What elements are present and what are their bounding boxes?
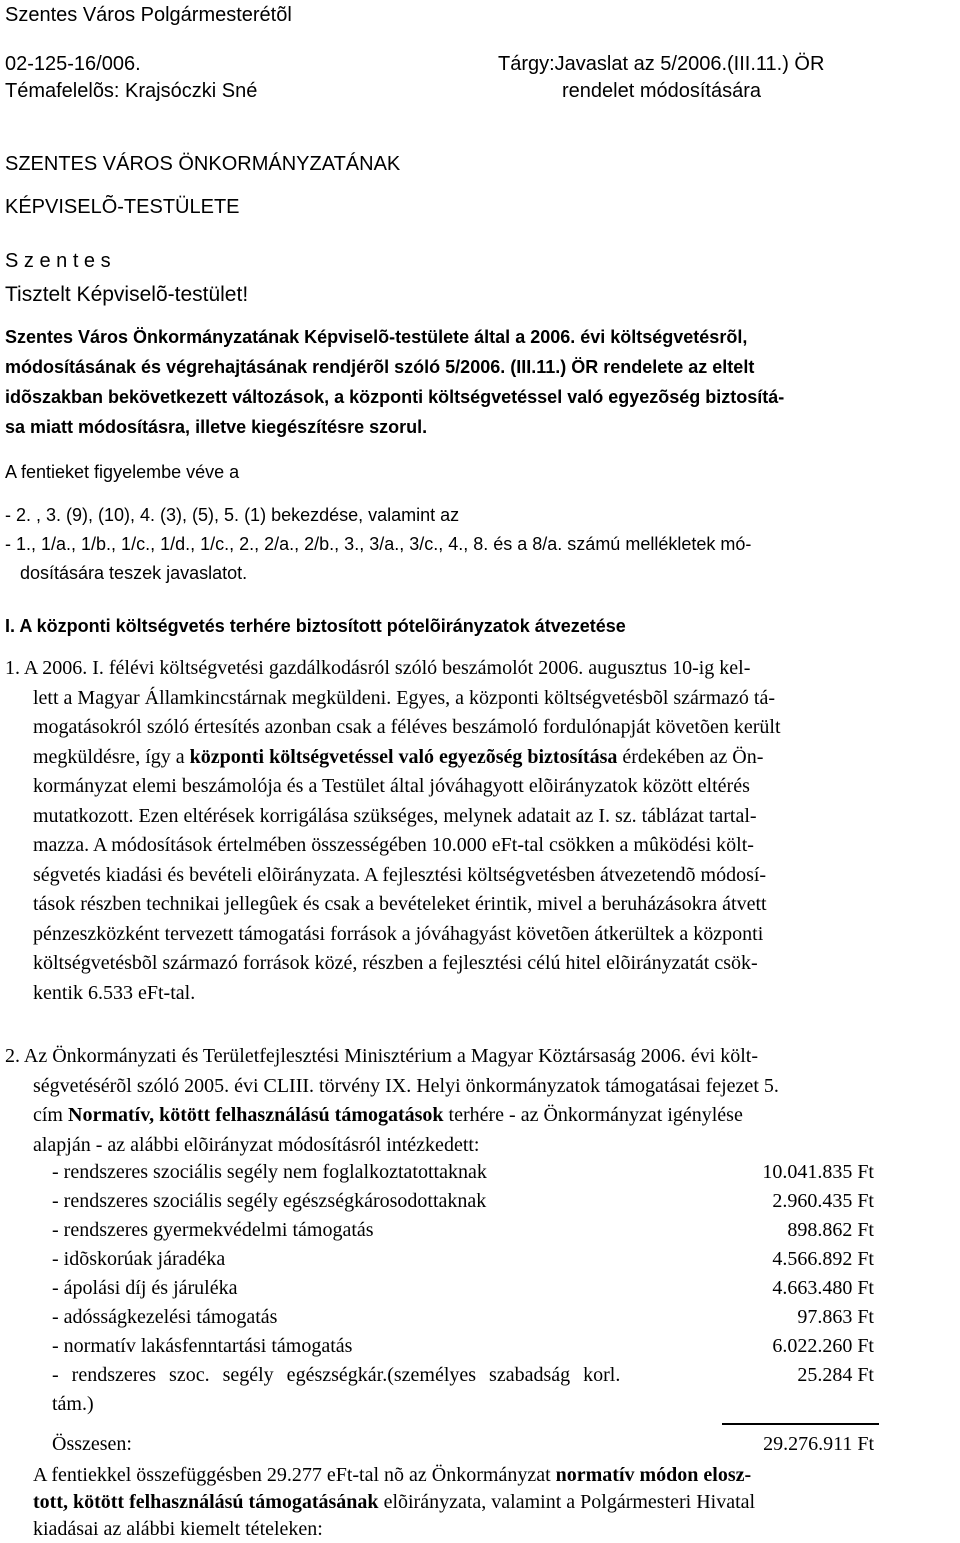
total-label: Összesen: [52,1433,132,1455]
salutation: Tisztelt Képviselõ-testület! [5,283,249,306]
items-line-3: dosítására teszek javaslatot. [20,563,248,583]
line-text: megküldésre, így a [33,745,190,768]
paragraph-line: alapján - az alábbi elõirányzat módosításról intézkedett: [33,1133,480,1156]
reference-number: 02-125-16/006. [5,53,141,75]
paragraph-line [5,743,955,773]
paragraph-line [5,1489,955,1516]
line-text: terhére - az Önkormányzat igénylése [443,1104,743,1126]
intro-line: sa miatt módosításra, illetve kiegészítésre szorul. [5,417,428,437]
intro-paragraph [5,322,955,442]
items-line-2: - 1., 1/a., 1/b., 1/c., 1/d., 1/c., 2., 2/a., 2/b., 3., 3/a., 3/c., 4., 8. és a 8/a. számú mellékletek mó- [5,534,752,554]
table-row: - idõskorúak járadéka [52,1248,226,1270]
table-row-continuation: tám.) [52,1393,94,1415]
addressee-city: S z e n t e s [5,250,111,272]
paragraph-line: mazza. A módosítások értelmében összességében 10.000 eFt-tal csökken a mûködési költ- [33,834,754,856]
paragraph-line [5,1101,955,1131]
table-row: - rendszeres szociális segély nem foglalkoztatottaknak [52,1161,487,1183]
intro-line: Szentes Város Önkormányzatának Képviselõ-testülete által a 2006. évi költségvetésrõl, [5,327,748,347]
items-line-1: - 2. , 3. (9), (10), 4. (3), (5), 5. (1) bekezdése, valamint az [5,505,460,525]
intro-line: idõszakban bekövetkezett változások, a központi költségvetéssel való egyezõség biztosítá- [5,387,785,407]
table-row: - normatív lakásfenntartási támogatás [52,1335,353,1357]
considering-text: A fentieket figyelembe véve a [5,462,240,482]
paragraph-line: pénzeszközként tervezett támogatási források a jóváhagyást követõen átkerültek a központi [33,922,764,945]
table-amount: 25.284 Ft [797,1364,874,1386]
paragraph-line: 1. A 2006. I. félévi költségvetési gazdálkodásról szóló beszámolót 2006. augusztus 10-ig kel- [5,657,751,679]
emphasis-text: központi költségvetéssel való egyezõség biztosítása [189,745,618,768]
line-text: A fentiekkel összefüggésben 29.277 eFt-tal nõ az Önkormányzat [33,1464,556,1486]
line-text: cím [33,1104,68,1126]
paragraph-line: 2. Az Önkormányzati és Területfejlesztési Minisztérium a Magyar Köztársaság 2006. évi költ- [5,1045,759,1067]
section1-paragraph-1 [5,654,955,1008]
emphasis-text: normatív módon elosz- [555,1464,752,1486]
paragraph-line: ségvetésérõl szóló 2005. évi CLIII. törvény IX. Helyi önkormányzatok támogatásai fejezet 5. [33,1074,779,1097]
total-underline [722,1423,879,1425]
table-row: - rendszeres gyermekvédelmi támogatás [52,1219,374,1241]
paragraph-line: tások részben technikai jellegûek és csak a bevételeket érintik, mivel a beruházásokra átvett [33,893,767,915]
addressee-line-2: KÉPVISELÕ-TESTÜLETE [5,196,240,218]
subject-line-1: Tárgy:Javaslat az 5/2006.(III.11.) ÖR [498,53,825,75]
paragraph-line: mogatásokról szóló értesítés azonban csak a féléves beszámoló fordulónapját követõen került [33,716,781,738]
table-amount: 2.960.435 Ft [772,1190,874,1212]
office-title: Szentes Város Polgármesterétõl [5,4,292,26]
section-title: I. A központi költségvetés terhére biztosított pótelõirányzatok átvezetése [5,616,626,636]
table-amount: 10.041.835 Ft [762,1161,874,1183]
addressee-line-1: SZENTES VÁROS ÖNKORMÁNYZATÁNAK [5,153,401,175]
paragraph-line [5,1462,955,1489]
table-amount: 4.663.480 Ft [772,1277,874,1299]
emphasis-text: Normatív, kötött felhasználású támogatások [68,1104,444,1126]
closing-paragraph [5,1462,955,1543]
intro-line: módosításának és végrehajtásának rendjérõl szóló 5/2006. (III.11.) ÖR rendelete az eltelt [5,357,755,377]
table-amount: 6.022.260 Ft [772,1335,874,1357]
paragraph-line: lett a Magyar Államkincstárnak megküldeni. Egyes, a központi költségvetésbõl származó tá- [33,686,775,709]
section1-paragraph-2 [5,1042,955,1160]
paragraph-line: mutatkozott. Ezen eltérések korrigálása szükséges, melynek adatait az I. sz. táblázat tartal- [33,804,757,827]
table-row: - adósságkezelési támogatás [52,1306,278,1328]
table-row: - rendszeres szociális segély egészségkárosodottaknak [52,1190,487,1212]
paragraph-line: kormányzat elemi beszámolója és a Testület által jóváhagyott elõirányzatok között eltérés [33,775,750,797]
table-amount: 4.566.892 Ft [772,1248,874,1270]
paragraph-line: költségvetésbõl származó források közé, részben a fejlesztési célú hitel elõirányzatát csök- [33,952,758,974]
paragraph-line: ségvetés kiadási és bevételi elõirányzata. A fejlesztési költségvetésben átvezetendõ módosí- [33,863,767,886]
table-amount: 898.862 Ft [787,1219,874,1241]
line-text: elõirányzata, valamint a Polgármesteri Hivatal [378,1491,756,1513]
paragraph-line: kiadásai az alábbi kiemelt tételeken: [33,1518,323,1540]
table-row: - ápolási díj és járuléka [52,1277,238,1299]
responsible-person: Témafelelõs: Krajsóczki Sné [5,80,258,102]
paragraph-line: kentik 6.533 eFt-tal. [33,981,196,1004]
subject-line-2: rendelet módosítására [562,80,762,102]
total-amount: 29.276.911 Ft [763,1433,874,1455]
table-row: - rendszeres szoc. segély egészségkár.(személyes szabadság korl. [52,1364,621,1386]
emphasis-text: tott, kötött felhasználású támogatásának [33,1491,379,1513]
line-text: érdekében az Ön- [617,745,764,768]
table-amount: 97.863 Ft [797,1306,874,1328]
